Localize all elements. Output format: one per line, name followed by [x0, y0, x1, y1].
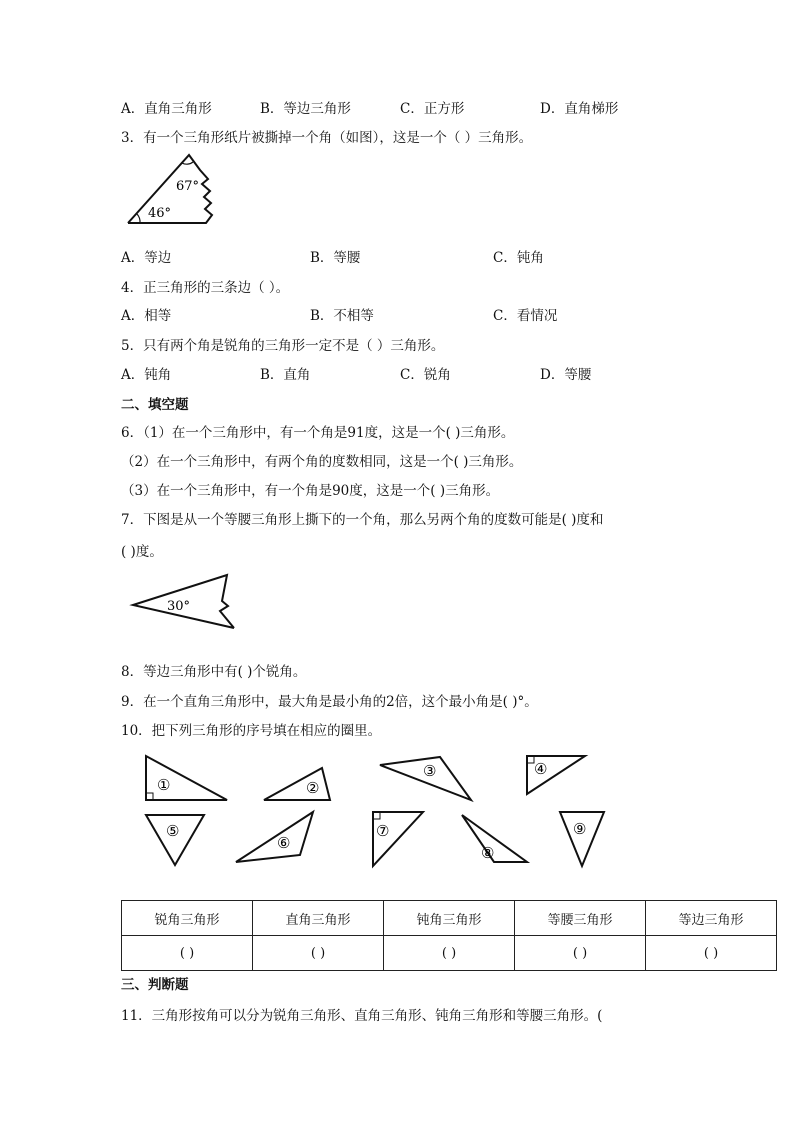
q2-option-a[interactable]: A．直角三角形 — [121, 101, 212, 117]
section-true-false-title: 三、判断题 — [121, 977, 189, 993]
q4-option-c[interactable]: C．看情况 — [493, 308, 558, 324]
triangle-2-label: ② — [306, 779, 320, 797]
q4-question: 4．正三角形的三条边（ ）。 — [121, 280, 290, 296]
q5-option-a[interactable]: A．钝角 — [121, 367, 172, 383]
q6-line-3: （3）在一个三角形中，有一个角是90度，这是一个( )三角形。 — [121, 483, 500, 499]
q2-option-d[interactable]: D．直角梯形 — [540, 101, 619, 117]
table-answer-row — [122, 936, 777, 971]
triangle-7-right-angle-mark — [373, 812, 380, 819]
header-obtuse: 钝角三角形 — [384, 901, 515, 936]
answer-right[interactable]: ( ) — [253, 936, 384, 971]
q8-question: 8．等边三角形中有( )个锐角。 — [121, 664, 307, 680]
q3-option-a[interactable]: A．等边 — [121, 250, 172, 266]
header-right: 直角三角形 — [253, 901, 384, 936]
q3-question: 3．有一个三角形纸片被撕掉一个角（如图），这是一个（ ）三角形。 — [121, 130, 533, 146]
q7-line-2: ( )度。 — [121, 544, 163, 560]
triangle-4-right-angle-mark — [527, 756, 534, 763]
triangle-7-label: ⑦ — [376, 822, 390, 840]
triangle-3-label: ③ — [423, 762, 437, 780]
q4-option-a[interactable]: A．相等 — [121, 308, 172, 324]
answer-acute[interactable]: ( ) — [122, 936, 253, 971]
q4-option-b[interactable]: B．不相等 — [310, 308, 374, 324]
answer-isosceles[interactable]: ( ) — [515, 936, 646, 971]
triangle-8 — [462, 815, 527, 862]
q7-line-1: 7．下图是从一个等腰三角形上撕下的一个角，那么另两个角的度数可能是( )度和 — [121, 512, 604, 528]
q10-question: 10．把下列三角形的序号填在相应的圈里。 — [121, 723, 382, 739]
triangle-4-label: ④ — [534, 760, 548, 778]
triangle-2 — [264, 768, 330, 800]
q7-angle-30: 30° — [167, 599, 191, 614]
header-acute: 锐角三角形 — [122, 901, 253, 936]
q6-line-2: （2）在一个三角形中，有两个角的度数相同，这是一个( )三角形。 — [121, 454, 523, 470]
answer-obtuse[interactable]: ( ) — [384, 936, 515, 971]
table-header-row — [122, 901, 777, 936]
triangle-1-right-angle-mark — [146, 793, 153, 800]
section-fill-blank-title: 二、填空题 — [121, 397, 189, 413]
header-isosceles: 等腰三角形 — [515, 901, 646, 936]
q2-option-c[interactable]: C．正方形 — [400, 101, 465, 117]
classification-table — [121, 900, 777, 971]
q3-angle-46: 46° — [148, 206, 172, 221]
q11-question: 11．三角形按角可以分为锐角三角形、直角三角形、钝角三角形和等腰三角形。( — [121, 1008, 603, 1024]
triangle-8-label: ⑧ — [481, 844, 495, 862]
q2-option-b[interactable]: B．等边三角形 — [260, 101, 351, 117]
triangle-6 — [236, 812, 313, 862]
q3-option-c[interactable]: C．钝角 — [493, 250, 544, 266]
q5-option-b[interactable]: B．直角 — [260, 367, 311, 383]
triangle-5-label: ⑤ — [166, 822, 180, 840]
q5-question: 5．只有两个角是锐角的三角形一定不是（ ）三角形。 — [121, 338, 445, 354]
q6-line-1: 6．（1）在一个三角形中，有一个角是91度，这是一个( )三角形。 — [121, 425, 515, 441]
answer-equilateral[interactable]: ( ) — [646, 936, 777, 971]
triangle-6-label: ⑥ — [277, 834, 291, 852]
triangle-1-label: ① — [157, 776, 171, 794]
header-equilateral: 等边三角形 — [646, 901, 777, 936]
q3-option-b[interactable]: B．等腰 — [310, 250, 361, 266]
q5-option-d[interactable]: D．等腰 — [540, 367, 592, 383]
q3-angle-67: 67° — [176, 179, 200, 194]
triangle-9-label: ⑨ — [573, 820, 587, 838]
q5-option-c[interactable]: C．锐角 — [400, 367, 451, 383]
q9-question: 9．在一个直角三角形中，最大角是最小角的2倍，这个最小角是( )°。 — [121, 694, 538, 710]
